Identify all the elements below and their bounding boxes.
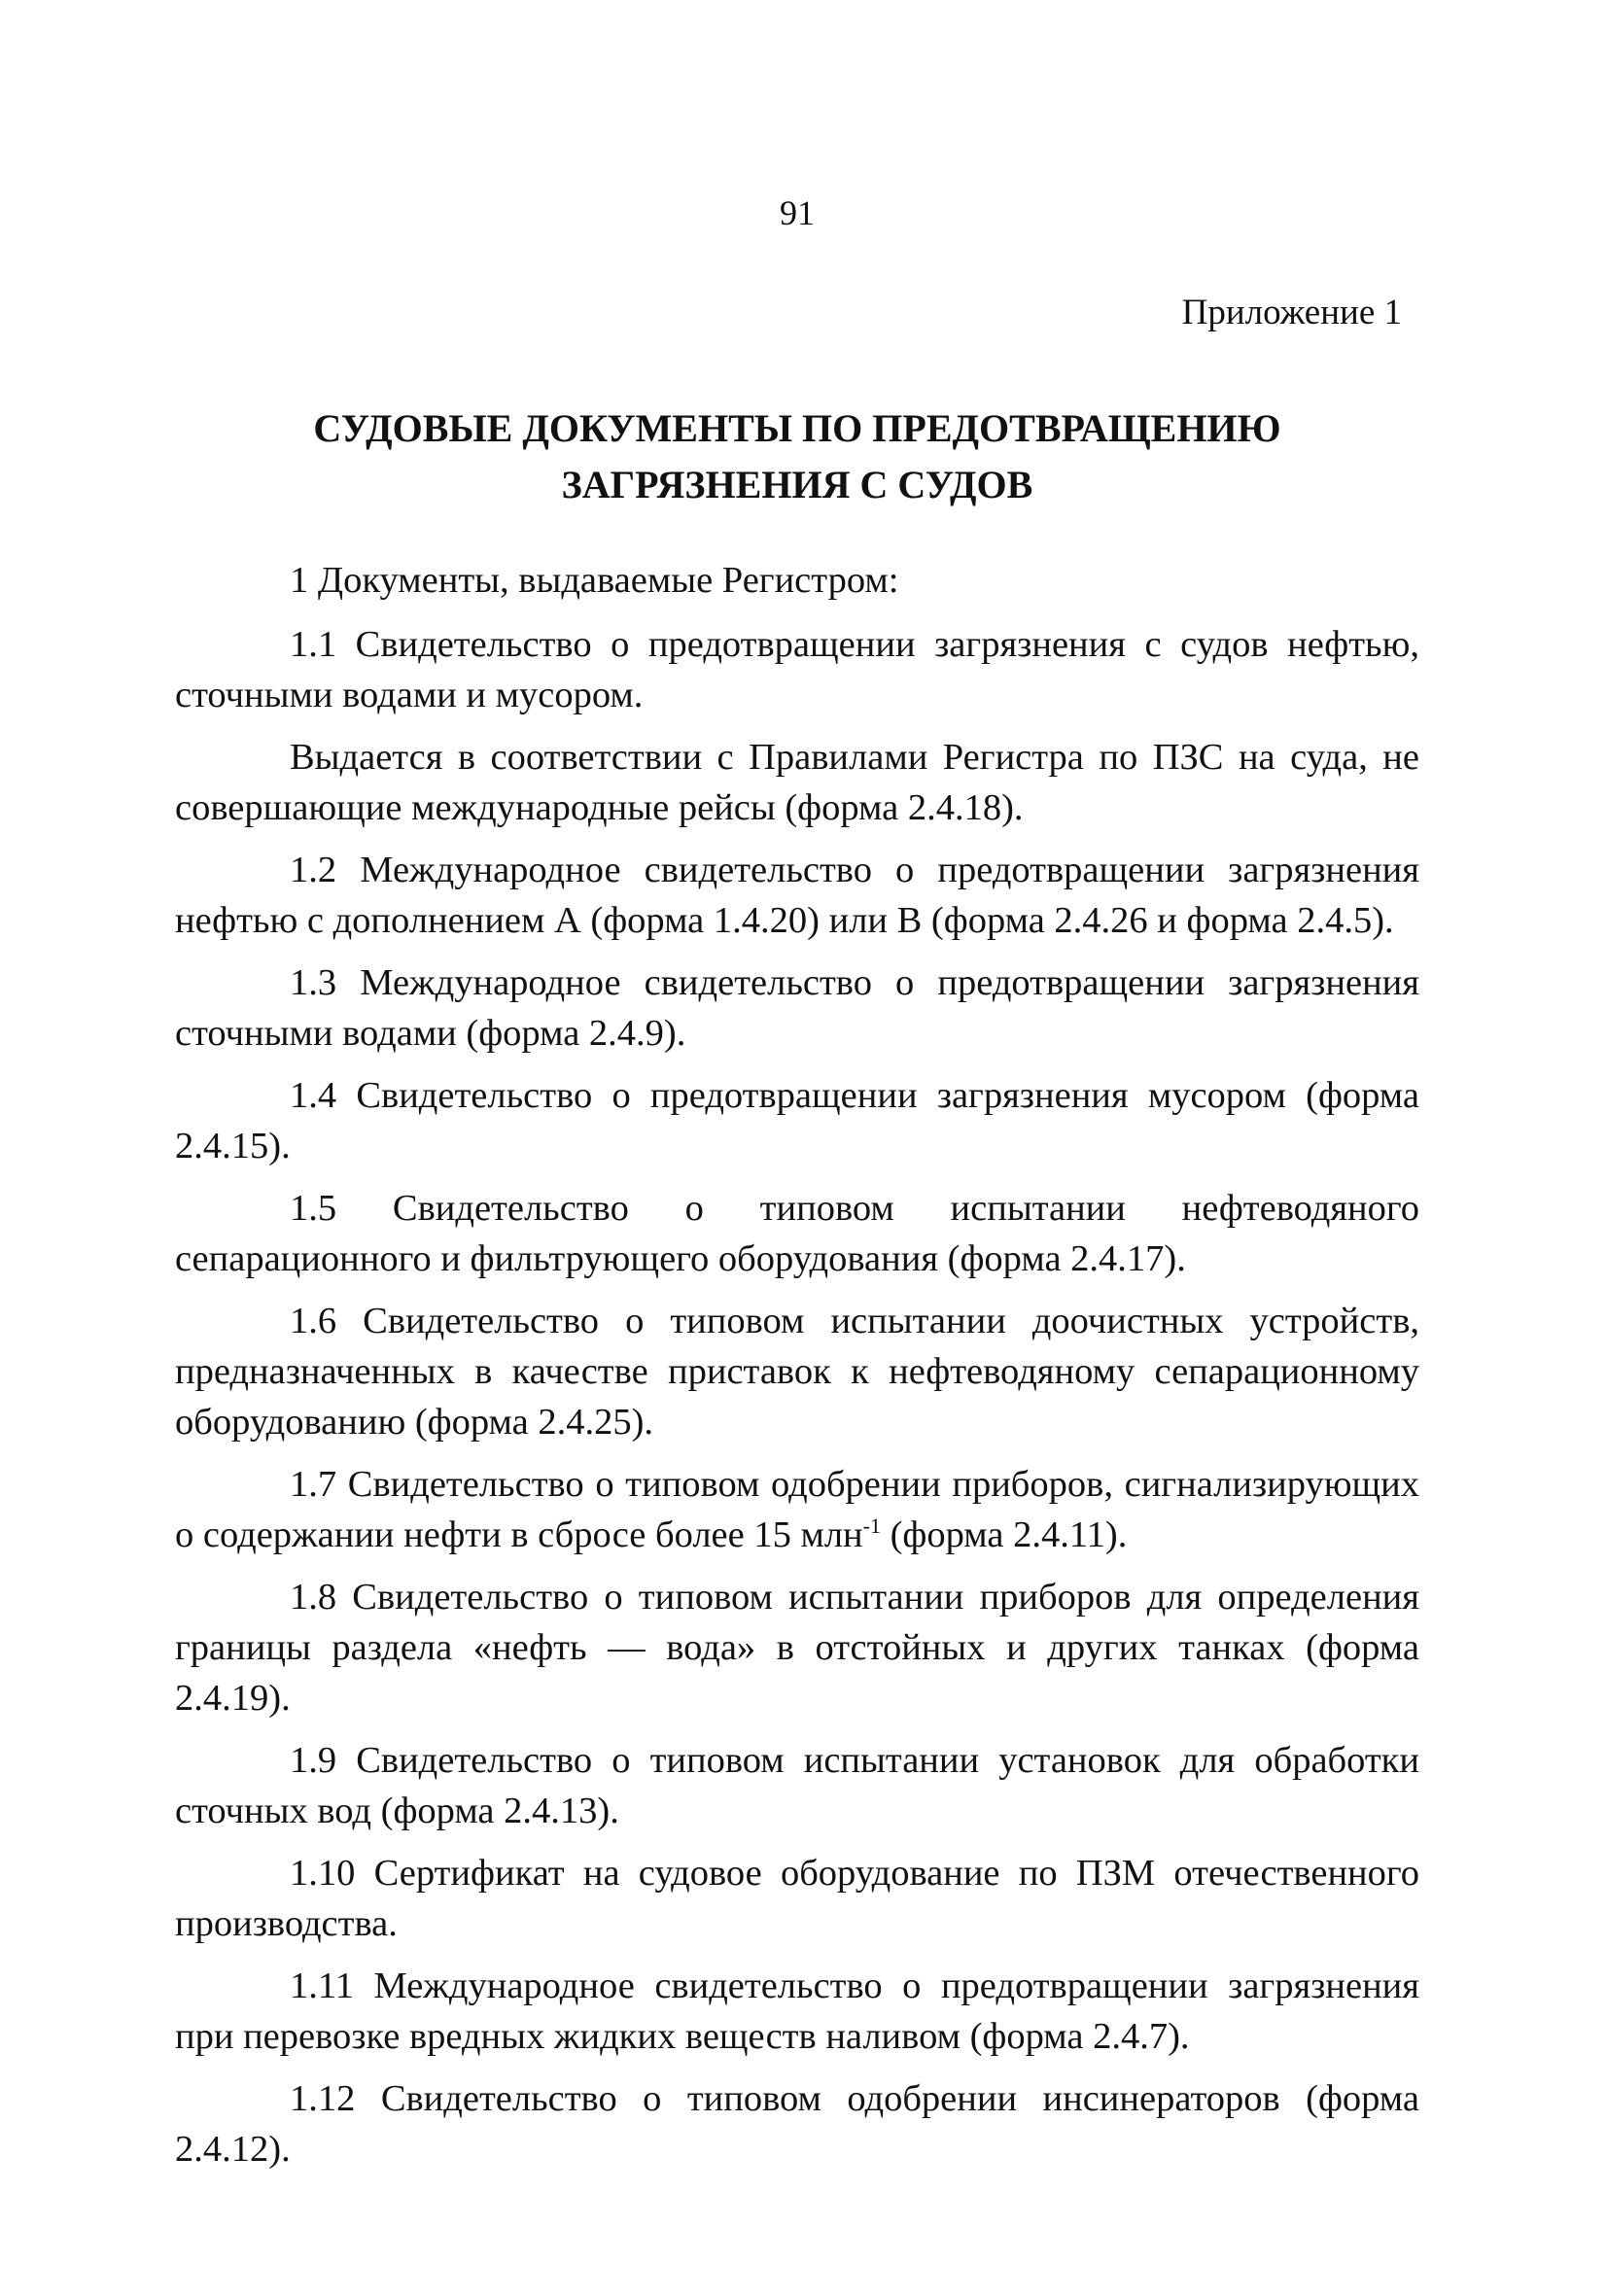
superscript-minus-one: -1 bbox=[862, 1513, 881, 1539]
title-line-2: ЗАГРЯЗНЕНИЯ С СУДОВ bbox=[561, 463, 1033, 506]
appendix-label: Приложение 1 bbox=[1181, 293, 1402, 332]
paragraph-1-3: 1.3 Международное свидетельство о предотвращении загрязнения сточными водами (форма 2.4.9). bbox=[175, 962, 1419, 1054]
paragraph-1-1: 1.1 Свидетельство о предотвращении загрязнения с судов нефтью, сточными водами и мусором. bbox=[175, 624, 1419, 715]
paragraph-1-4: 1.4 Свидетельство о предотвращении загрязнения мусором (форма 2.4.15). bbox=[175, 1075, 1419, 1166]
document-page bbox=[175, 0, 1419, 2296]
paragraph-documents-intro: 1 Документы, выдаваемые Регистром: bbox=[290, 560, 899, 601]
paragraph-1-7-tail: (форма 2.4.11). bbox=[880, 1514, 1128, 1555]
document-title bbox=[175, 400, 1419, 513]
paragraph-1-9: 1.9 Свидетельство о типовом испытании установок для обработки сточных вод (форма 2.4.13). bbox=[175, 1740, 1419, 1831]
paragraph-1-7 bbox=[175, 1459, 1419, 1560]
document-body bbox=[175, 555, 1419, 2186]
paragraph-1-8: 1.8 Свидетельство о типовом испытании приборов для определения границы раздела «нефть — вода» в отстойных и других танках (форма 2.4.19). bbox=[175, 1577, 1419, 1719]
page-number: 91 bbox=[780, 193, 815, 232]
paragraph-1-10: 1.10 Сертификат на судовое оборудование по ПЗМ отечественного производства. bbox=[175, 1853, 1419, 1944]
paragraph-1-2: 1.2 Международное свидетельство о предотвращении загрязнения нефтью с дополнением А (форма 1.4.20) или В (форма 2.4.26 и форма 2.4.5). bbox=[175, 850, 1419, 941]
paragraph-1-7-text: 1.7 Свидетельство о типовом одобрении приборов, сигнализирующих о содержании нефти в сбросе более 15 млн bbox=[175, 1464, 1419, 1555]
paragraph-1-1-note: Выдается в соответствии с Правилами Регистра по ПЗС на суда, не совершающие международные рейсы (форма 2.4.18). bbox=[175, 737, 1419, 828]
paragraph-1-12: 1.12 Свидетельство о типовом одобрении инсинераторов (форма 2.4.12). bbox=[175, 2078, 1419, 2170]
paragraph-1-6: 1.6 Свидетельство о типовом испытании доочистных устройств, предназначенных в качестве приставок к нефтеводяному сепарационному оборудованию (форма 2.4.25). bbox=[175, 1301, 1419, 1443]
paragraph-1-5: 1.5 Свидетельство о типовом испытании нефтеводяного сепарационного и фильтрующего оборудования (форма 2.4.17). bbox=[175, 1188, 1419, 1279]
title-line-1: СУДОВЫЕ ДОКУМЕНТЫ ПО ПРЕДОТВРАЩЕНИЮ bbox=[313, 406, 1281, 450]
paragraph-1-11: 1.11 Международное свидетельство о предотвращении загрязнения при перевозке вредных жидких веществ наливом (форма 2.4.7). bbox=[175, 1966, 1419, 2057]
